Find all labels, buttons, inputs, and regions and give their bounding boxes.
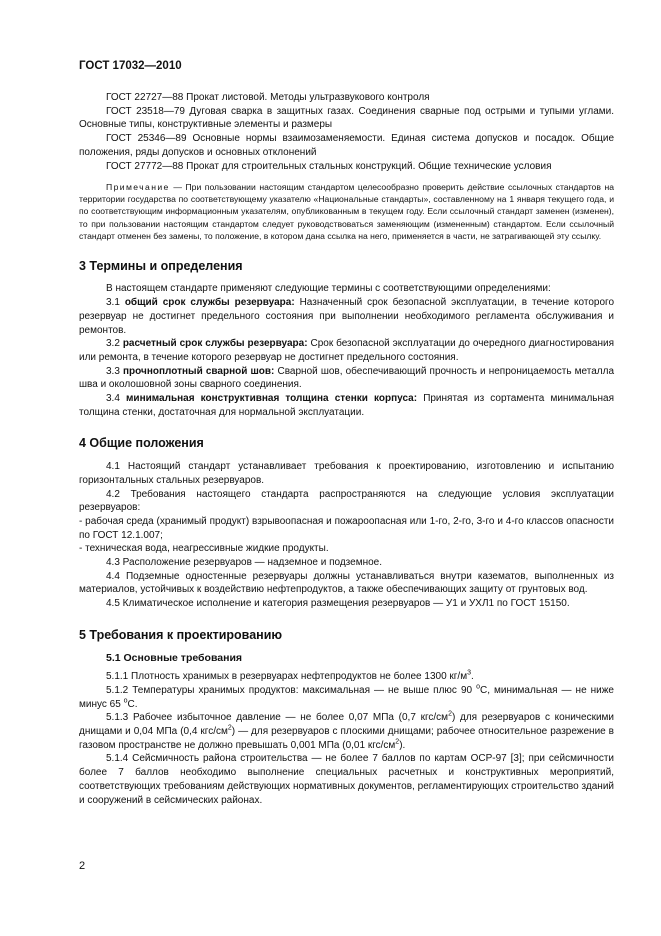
s5-paragraph: 5.1.2 Температуры хранимых продуктов: максимальная — не выше плюс 90 $^о$С, минимальная — не ниже минус 65 $^о$С. bbox=[79, 683, 614, 710]
s4-bullet: - рабочая среда (хранимый продукт) взрывоопасная и пожароопасная или 1-го, 2-го, 3-го и 4-го классов опасности по ГОСТ 12.1.007; bbox=[79, 515, 614, 541]
page-body bbox=[79, 91, 615, 807]
term-item: 3.4 минимальная конструктивная толщина стенки корпуса: Принятая из сортамента минимальная толщина стенки, достаточная для нормальной эксплуатации. bbox=[79, 393, 615, 418]
section-4-title: 4 Общие положения bbox=[79, 436, 204, 451]
note bbox=[79, 181, 614, 241]
s4-paragraph: 4.3 Расположение резервуаров — надземное и подземное. bbox=[106, 557, 383, 569]
s4-paragraph: 4.5 Климатическое исполнение и категория размещения резервуаров — У1 и УХЛ1 по ГОСТ 15150. bbox=[106, 598, 570, 610]
note-text: — При пользовании настоящим стандартом целесообразно проверить действие ссылочных стандартов на территории государства по соответствующему указателю «Национальные стандарты», составленному на 1 января текущего года, и по соответствующим информационным указателям, опубликованным в текущем году. Если ссылочный стандарт заменен (изменен), то при пользовании настоящим стандартом следует руководствоваться заменяющим (измененным) стандартом. Если ссылочный стандарт отменен без замены, то положение, в котором дана ссылка на него, применяется в части, не затрагивающей эту ссылку. bbox=[79, 182, 614, 241]
subsection-5-1-title: 5.1 Основные требования bbox=[106, 651, 243, 664]
section-5-title: 5 Требования к проектированию bbox=[79, 627, 283, 642]
note-label: Примечание bbox=[106, 182, 170, 193]
s4-paragraph: 4.4 Подземные одностенные резервуары должны устанавливаться внутри казематов, выполненных из материалов, устойчивых к воздействию нефтепродуктов, а также обеспечивающих защиту от грунтовых вод. bbox=[79, 570, 614, 596]
s5-paragraph: 5.1.1 Плотность хранимых в резервуарах нефтепродуктов не более 1300 $кг/м^3$. bbox=[106, 669, 474, 683]
term-item: 3.1 общий срок службы резервуара: Назначенный срок безопасной эксплуатации, в течение которого резервуар не достигнет предельного состояния при выполнении необходимого регламента обслуживания и ремонтов. bbox=[79, 297, 615, 336]
term-item: 3.2 расчетный срок службы резервуара: Срок безопасной эксплуатации до очередного диагностирования или ремонта, в течение которого резервуар не достигнет предельного состояния. bbox=[79, 338, 615, 363]
s3-intro: В настоящем стандарте применяют следующие термины с соответствующими определениями: bbox=[106, 283, 551, 295]
document-header: ГОСТ 17032—2010 bbox=[79, 60, 182, 72]
ref-item: ГОСТ 27772—88 Прокат для строительных стальных конструкций. Общие технические условия bbox=[106, 160, 552, 172]
page-number: 2 bbox=[79, 860, 86, 872]
section-3-title: 3 Термины и определения bbox=[79, 258, 243, 273]
s5-paragraph: 5.1.3 Рабочее избыточное давление — не более 0,07 МПа (0,7 кгс/$см^2$) для резервуаров с коническими днищами и 0,04 МПа (0,4 кгс/$см^2$) — для резервуаров с плоскими днищами; рабочее относительное разрежение в газовом пространстве не должно превышать 0,001 МПа (0,01 кгс/$см^2$). bbox=[79, 711, 615, 751]
term-item: 3.3 прочноплотный сварной шов: Сварной шов, обеспечивающий прочность и непроницаемость металла шва и околошовной зоны сварного соединения. bbox=[79, 365, 615, 391]
ref-item: ГОСТ 25346—89 Основные нормы взаимозаменяемости. Единая система допусков и посадок. Общие положения, ряды допусков и основных отклонений bbox=[79, 133, 615, 158]
s4-bullet: - техническая вода, неагрессивные жидкие продукты. bbox=[79, 543, 329, 555]
ref-item: ГОСТ 22727—88 Прокат листовой. Методы ультразвукового контроля bbox=[106, 92, 430, 103]
s5-paragraph: 5.1.4 Сейсмичность района строительства — не более 7 баллов по картам ОСР-97 [3]; при сейсмичности более 7 баллов необходимо выполнение специальных расчетных и конструктивных мероприятий, соответствующих требованиям действующих нормативных документов, регламентирующих строительство зданий и сооружений в сейсмических районах. bbox=[79, 753, 614, 806]
s4-paragraph: 4.1 Настоящий стандарт устанавливает требования к проектированию, изготовлению и испытанию горизонтальных стальных резервуаров. bbox=[79, 461, 614, 486]
s4-paragraph: 4.2 Требования настоящего стандарта распространяются на следующие условия эксплуатации резервуаров: bbox=[79, 488, 614, 514]
ref-item: ГОСТ 23518—79 Дуговая сварка в защитных газах. Соединения сварные под острыми и тупыми углами. Основные типы, конструктивные элементы и размеры bbox=[79, 105, 615, 131]
